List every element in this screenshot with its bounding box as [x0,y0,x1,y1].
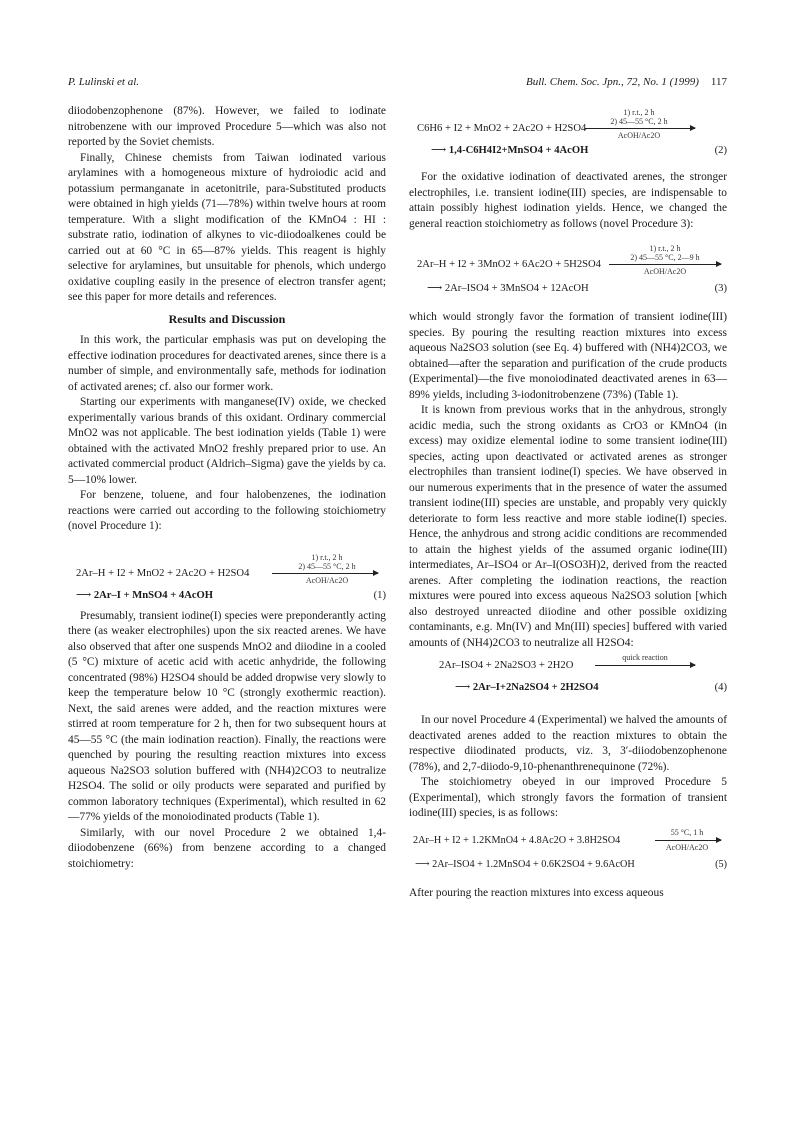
running-header-journal [526,76,727,88]
equation-number: (5) [715,858,727,870]
right-column [409,104,727,901]
equation-condition: 1) r.t., 2 h [311,552,343,562]
left-column [68,104,386,872]
paragraph: For the oxidative iodination of deactivated arenes, the stronger electrophiles, i.e. transient iodine(III) species, are indispensable to attain possibly highest iodination yields. Hence, we changed the general reaction stoichiometry as follows (novel Procedure 3): [409,171,727,230]
equation-5 [409,822,727,886]
equation-condition: 55 °C, 1 h [670,827,704,837]
equation-2 [409,104,727,170]
running-header-authors: P. Lulinski et al. [68,76,139,88]
paragraph: which would strongly favor the formation of transient iodine(III) species. By pouring the resulting reaction mixtures into excess aqueous Na2SO3 solution (see Eq. 4) buffered with (NH4)2CO3, we obtained—after the separation and purification of the crude products (Experimental)—the five monoiodinated deactivated arenes in 63—89% yields, including 3-iodonitrobenzene (73%) (Table 1). [409,311,727,401]
equation-condition: 1) r.t., 2 h [623,108,655,117]
paragraph: Presumably, transient iodine(I) species were preponderantly acting there (as weaker electrophiles) upon the six reacted arenes. We have also observed that after one suspends MnO2 and diiodine in a cooled (5 °C) mixture of acetic acid with acetic anhydride, the following concentrated (98%) H2SO4 should be added dropwise very slowly to keep the temperature below 10 °C (strongly exothermic reaction). Next, the said arenes were added, and the reaction mixtures were stirred at room temperature for 2 h, then for two subsequent hours at 45—55 °C (the main iodination reaction). Finally, the reactions were quenched by pouring the resulting reaction mixtures into excess aqueous Na2SO3 solution buffered with (NH4)2CO3 to neutralize H2SO4. The solid or oily products were separated and purified by common laboratory techniques (Experimental), which resulted in 62—77% yields of the monoiodinated products (Table 1). [68,609,386,823]
equation-number: (1) [373,589,386,601]
reaction-arrow [585,128,695,129]
equation-reactants: 2Ar–ISO4 + 2Na2SO3 + 2H2O [439,660,574,671]
equation-products-text: 2Ar–I + MnSO4 + 4AcOH [93,589,214,601]
equation-4 [409,651,727,713]
equation-number: (4) [714,682,727,693]
paragraph: Finally, Chinese chemists from Taiwan iodinated various arylamines with a homogeneous mixture of hydroiodic acid and potassium permanganate in acetonitrile, para-Substituted products were obtained in high yields (71—78%) within twelve hours at room temperature. With a slight modification of the KMnO4 : HI : substrate ratio, iodination of alkynes to vic-diiodoalkenes could be carried out at 60 °C in 65—87% yields. This reagent is highly selective for arylamines, but unsuitable for phenols, which undergo oxidative coupling easily in the presence of electron transfer agent; see this paper for more details and references. [68,151,386,303]
equation-1 [68,535,386,609]
section-heading: Results and Discussion [168,311,286,326]
paragraph: The stoichiometry obeyed in our improved Procedure 5 (Experimental), which strongly favors the formation of transient iodine(III) species, is as follows: [409,776,727,819]
equation-number: (2) [714,145,727,156]
paragraph: Similarly, with our novel Procedure 2 we obtained 1,4-diiodobenzene (66%) from benzene according to a changed stoichiometry: [68,826,386,870]
journal-citation: Bull. Chem. Soc. Jpn., 72, No. 1 (1999) [525,76,699,88]
equation-products: ⟶ 2Ar–I+2Na2SO4 + 2H2SO4 [455,682,599,693]
equation-products: ⟶ 1,4-C6H4I2+MnSO4 + 4AcOH [431,145,589,156]
reaction-arrow [595,665,695,666]
paragraph: After pouring the reaction mixtures into excess aqueous [409,886,664,899]
equation-condition: 2) 45—55 °C, 2 h [298,561,356,571]
equation-solvent: AcOH/Ac2O [665,842,709,852]
equation-reactants: 2Ar–H + I2 + 3MnO2 + 6Ac2O + 5H2SO4 [417,259,601,270]
equation-products-text: 2Ar–ISO4 + 3MnSO4 + 12AcOH [444,283,589,294]
equation-condition: 2) 45—55 °C, 2 h [610,117,668,126]
equation-products: ⟶ 2Ar–ISO4 + 3MnSO4 + 12AcOH [427,283,589,294]
equation-condition: 1) r.t., 2 h [649,244,681,253]
equation-solvent: AcOH/Ac2O [305,575,349,585]
paragraph: In our novel Procedure 4 (Experimental) we halved the amounts of deactivated arenes added to the reaction mixtures to obtain the respective diiodinated products, viz. 3, 3′-diiodobenzophenone (78%), and 2,7-diiodo-9,10-phenanthrenequinone (72%). [409,714,727,773]
reaction-arrow [655,840,721,841]
equation-products-text: 1,4-C6H4I2+MnSO4 + 4AcOH [448,145,589,156]
equation-products-text: 2Ar–I+2Na2SO4 + 2H2SO4 [472,682,599,693]
equation-reactants: 2Ar–H + I2 + 1.2KMnO4 + 4.8Ac2O + 3.8H2SO4 [413,834,621,846]
equation-condition: 2) 45—55 °C, 2—9 h [630,253,700,262]
equation-products-text: 2Ar–ISO4 + 1.2MnSO4 + 0.6K2SO4 + 9.6AcOH [432,858,635,870]
paragraph: For benzene, toluene, and four halobenzenes, the iodination reactions were carried out according to the following stoichiometry (novel Procedure 1): [68,489,386,532]
equation-solvent: AcOH/Ac2O [643,267,687,276]
paragraph: Starting our experiments with manganese(IV) oxide, we checked experimentally various brands of this oxidant. Ordinary commercial MnO2 was not applicable. The best iodination yields (Table 1) were obtained with the activated MnO2 freshly prepared prior to use. An activated commercial product (Aldrich–Sigma) gave the yields by ca. 5—10% lower. [68,396,386,486]
equation-number: (3) [714,283,727,294]
equation-condition: quick reaction [622,653,668,662]
paragraph: In this work, the particular emphasis was put on developing the effective iodination procedures for deactivated arenes, since there is a number of simple, and environmentally safe, methods for iodination of activated arenes; cf. also our former work. [68,334,386,393]
equation-products: ⟶ 2Ar–ISO4 + 1.2MnSO4 + 0.6K2SO4 + 9.6AcOH [415,858,635,870]
reaction-arrow [272,573,378,574]
equation-products: ⟶ 2Ar–I + MnSO4 + 4AcOH [76,589,214,601]
paragraph: diiodobenzophenone (87%). However, we failed to iodinate nitrobenzene with our improved Procedure 5—which was also not reported by the Soviet chemists. [68,105,386,148]
equation-solvent: AcOH/Ac2O [617,131,661,140]
paragraph: It is known from previous works that in the anhydrous, strongly acidic media, such the strong oxidants as CrO3 or KMnO4 (in excess) may oxidize elemental iodine to some transient iodine(III) species, acting upon deactivated or activated arenes as stronger electrophiles than transient iodine(I) species. We have observed in our numerous experiments that in the presence of water the assumed transient iodine(III) species are unstable, and propably very quickly deteriorate to form less reactive and more stable iodine(I) species. Hence, the anhydrous and strong acidic conditions are recommended to attain the highest yields of the assumed organic iodine(III) intermediates, Ar–ISO4 or Ar–I(OSO3H)2, derived from the reacted arenes. After completing the iodination reactions, the reaction mixtures were poured into excess aqueous Na2SO3 solution [which also destroyed unreacted diiodine and other possible oxidizing contaminants, e.g. Mn(IV) and Mn(III) species] buffered with varied amounts of (NH4)2CO3 to neutralize all H2SO4: [409,404,727,649]
reaction-arrow [609,264,721,265]
equation-3 [409,232,727,310]
equation-reactants: C6H6 + I2 + MnO2 + 2Ac2O + H2SO4 [417,123,587,134]
page-number: 117 [710,76,727,88]
equation-reactants: 2Ar–H + I2 + MnO2 + 2Ac2O + H2SO4 [76,567,250,579]
